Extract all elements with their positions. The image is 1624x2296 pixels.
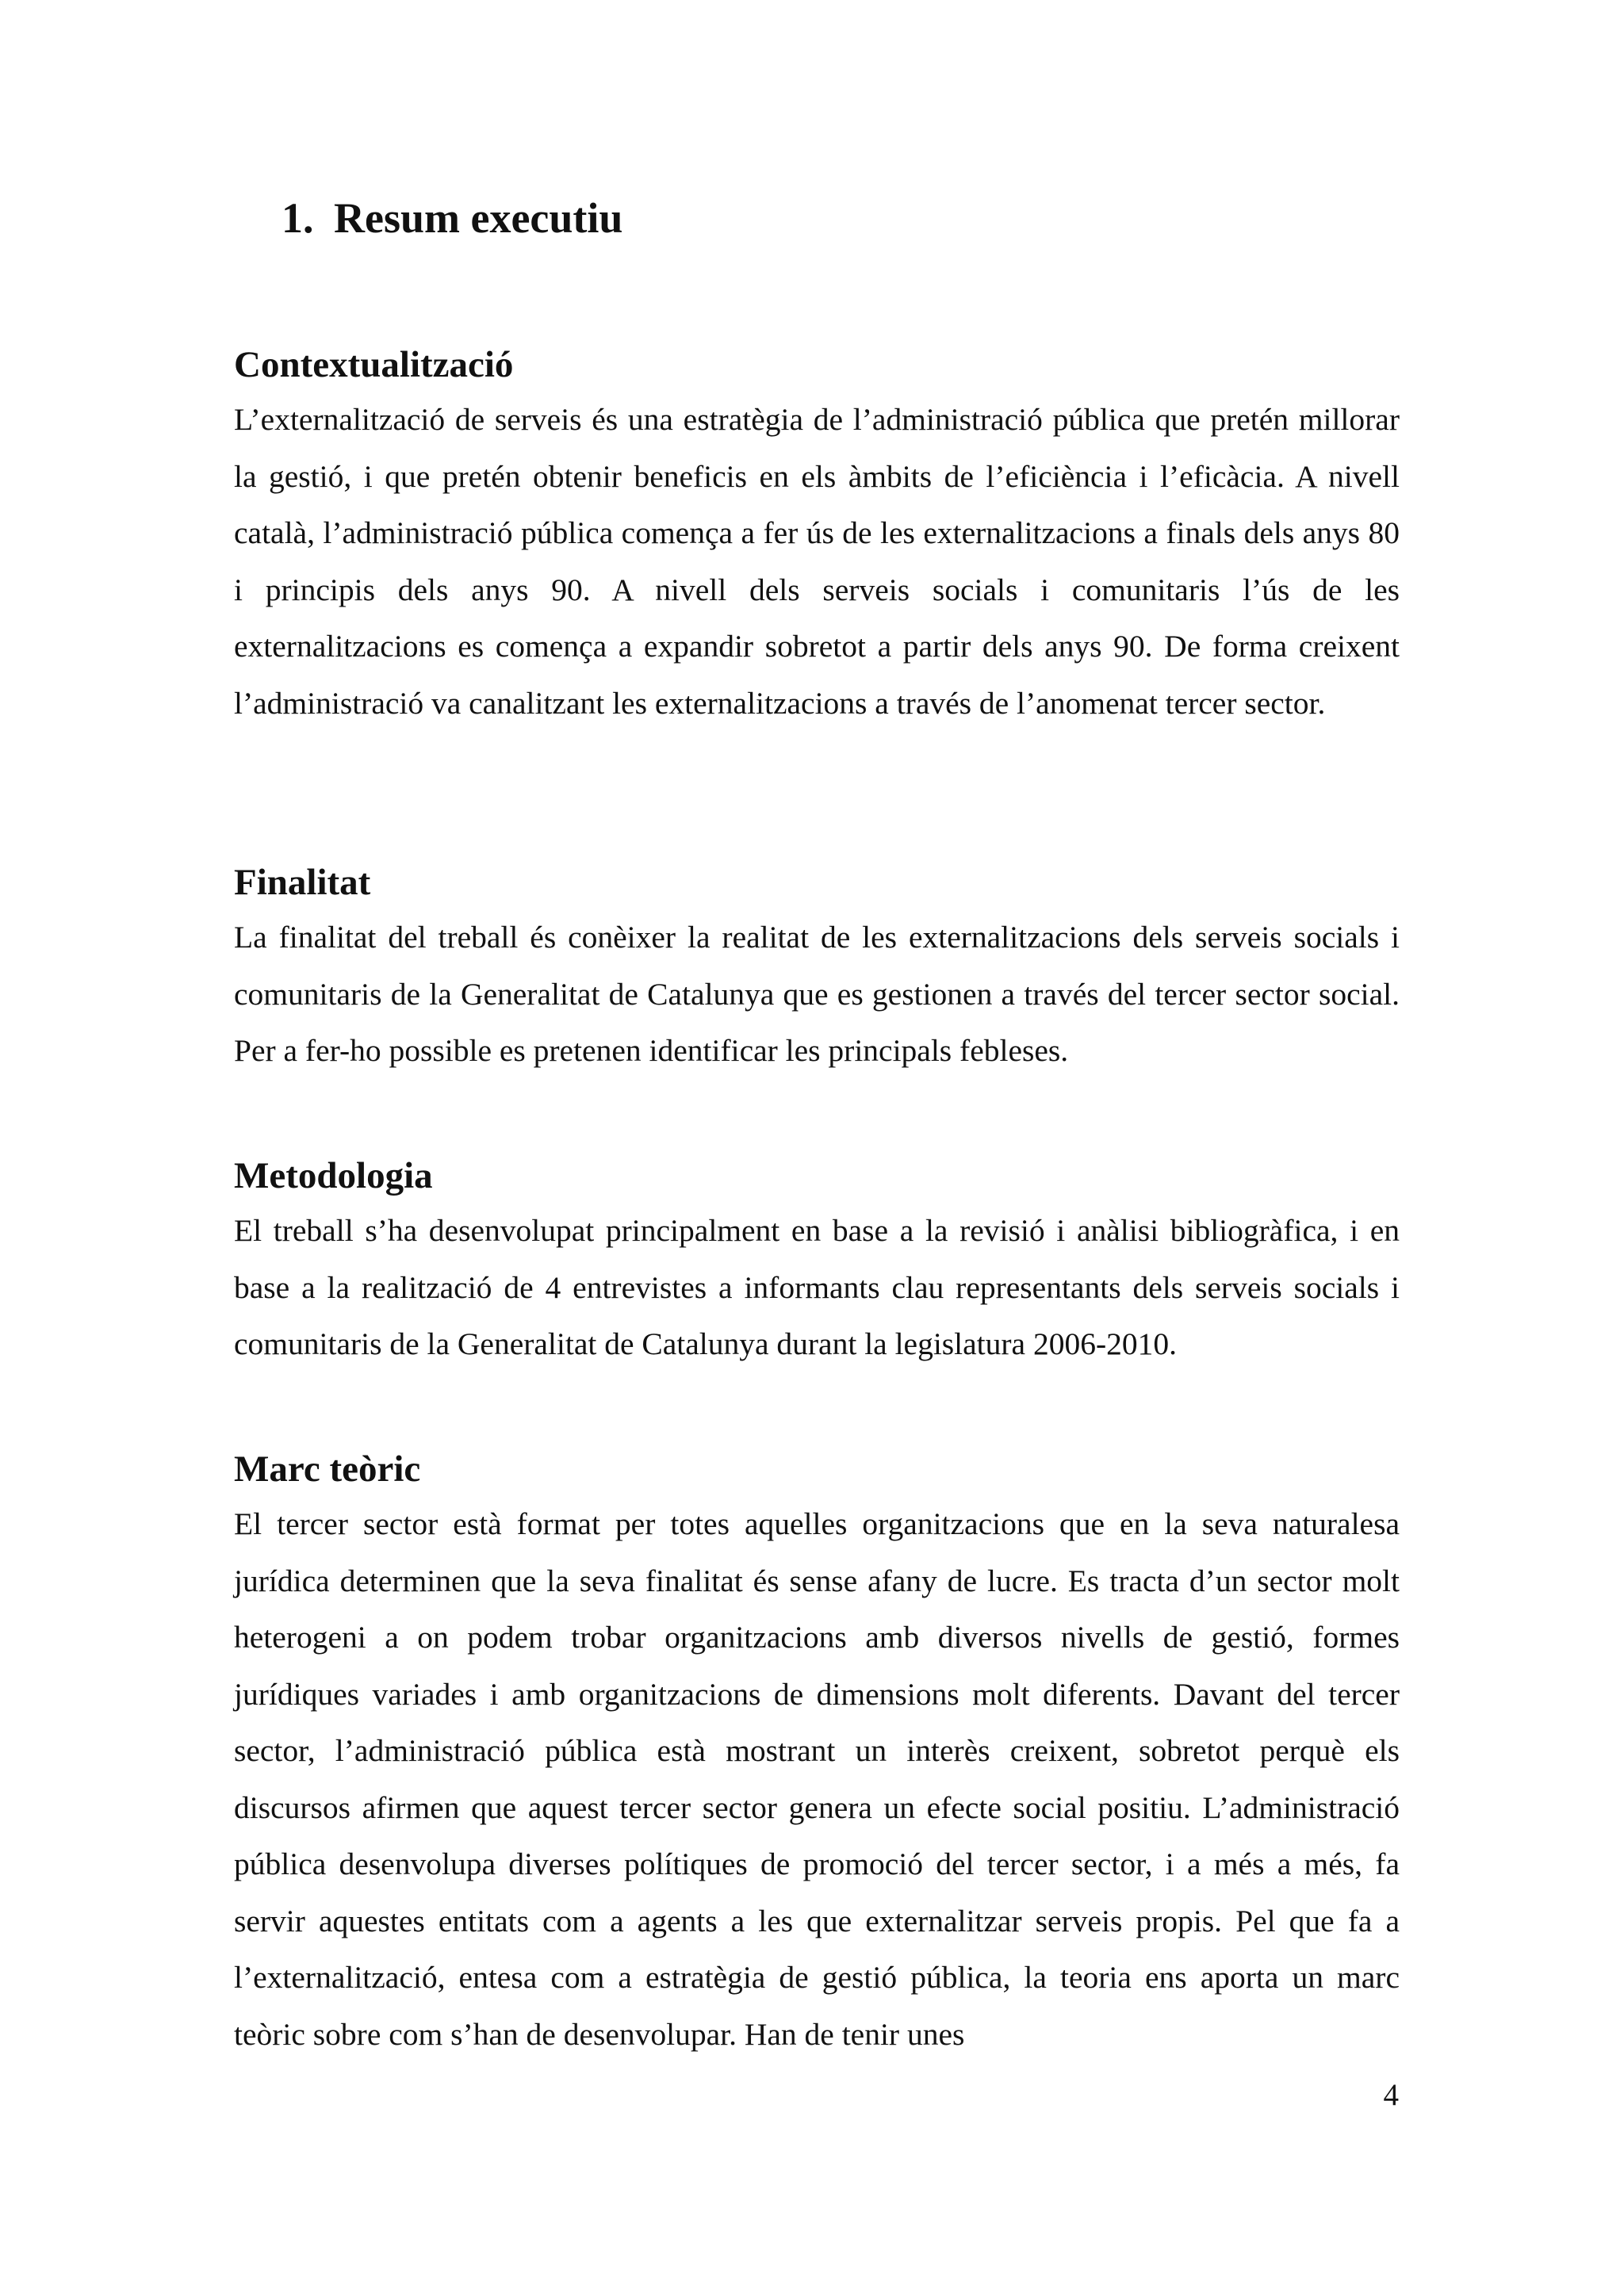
chapter-title: [282, 190, 622, 246]
section-heading: Marc teòric: [234, 1448, 421, 1490]
section-heading: Metodologia: [234, 1155, 433, 1196]
chapter-number: 1.: [282, 194, 314, 242]
section-heading: Contextualització: [234, 344, 514, 385]
section-finalitat: [234, 859, 1400, 1080]
section-contextualitzacio: [234, 341, 1400, 732]
section-paragraph: L’externalització de serveis és una estratègia de l’administració pública que pretén millorar la gestió, i que pretén obtenir beneficis en els àmbits de l’eficiència i l’eficàcia. A nivell català, l’administració pública comença a fer ús de les externalitzacions a finals dels anys 80 i principis dels anys 90. A nivell dels serveis socials i comunitaris l’ús de les externalitzacions es comença a expandir sobretot a partir dels anys 90. De forma creixent l’administració va canalitzant les externalitzacions a través de l’anomenat tercer sector.: [234, 402, 1400, 721]
section-heading: Finalitat: [234, 862, 371, 903]
section-paragraph: La finalitat del treball és conèixer la realitat de les externalitzacions dels serveis socials i comunitaris de la Generalitat de Catalunya que es gestionen a través del tercer sector social. Per a fer-ho possible es pretenen identificar les principals febleses.: [234, 920, 1400, 1068]
page-number: 4: [1383, 2078, 1399, 2112]
section-metodologia: [234, 1152, 1400, 1373]
chapter-title-text: Resum executiu: [334, 194, 623, 242]
section-paragraph: El tercer sector està format per totes aquelles organitzacions que en la seva naturalesa jurídica determinen que la seva finalitat és sense afany de lucre. Es tracta d’un sector molt heterogeni a on podem trobar organitzacions amb diversos nivells de gestió, formes jurídiques variades i amb organitzacions de dimensions molt diferents. Davant del tercer sector, l’administració pública està mostrant un interès creixent, sobretot perquè els discursos afirmen que aquest tercer sector genera un efecte social positiu. L’administració pública desenvolupa diverses polítiques de promoció del tercer sector, i a més a més, fa servir aquestes entitats com a agents a les que externalitzar serveis propis. Pel que fa a l’externalització, entesa com a estratègia de gestió pública, la teoria ens aporta un marc teòric sobre com s’han de desenvolupar. Han de tenir unes: [234, 1506, 1400, 2052]
section-marc-teoric: [234, 1445, 1400, 2063]
section-paragraph: El treball s’ha desenvolupat principalment en base a la revisió i anàlisi bibliogràfica, i en base a la realització de 4 entrevistes a informants clau representants dels serveis socials i comunitaris de la Generalitat de Catalunya durant la legislatura 2006-2010.: [234, 1213, 1400, 1361]
